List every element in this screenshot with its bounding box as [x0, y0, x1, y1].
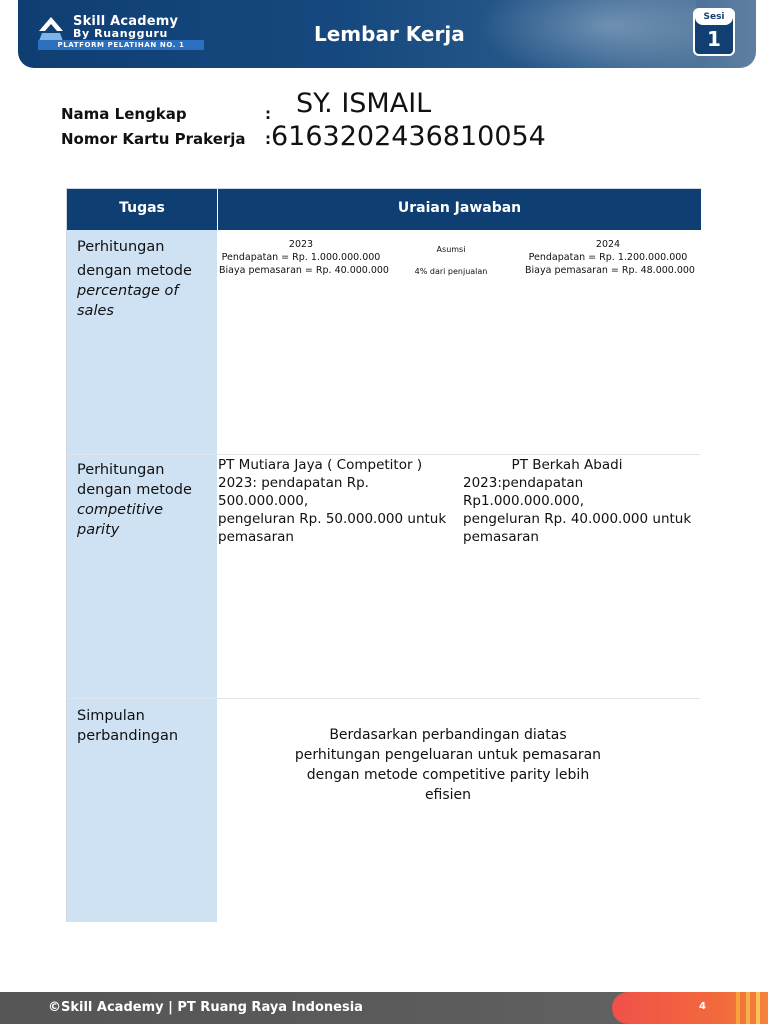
page-number: 4 — [699, 1001, 706, 1012]
row-divider — [67, 454, 700, 455]
task-column — [67, 230, 217, 922]
conclusion-line: dengan metode competitive parity lebih — [306, 767, 590, 783]
company-revenue: 2023:pendapatan Rp1.000.000.000, — [463, 475, 585, 509]
revenue-2024: Pendapatan = Rp. 1.200.000.000 — [528, 252, 688, 263]
competitor-name: PT Mutiara Jaya ( Competitor ) — [218, 457, 423, 473]
skill-academy-logo — [38, 14, 208, 54]
footer-copyright: ©Skill Academy | PT Ruang Raya Indonesia — [48, 1000, 363, 1015]
logo-title: Skill Academy — [73, 14, 179, 29]
worksheet-table — [66, 188, 701, 922]
session-label: Sesi — [695, 10, 733, 25]
task-method: parity — [77, 522, 120, 538]
row-divider — [67, 698, 700, 699]
task-text: Simpulan — [77, 708, 145, 724]
company-expense: pengeluran Rp. 40.000.000 untuk — [463, 511, 692, 527]
task-text: perbandingan — [77, 728, 179, 744]
task-text: Perhitungan — [77, 462, 165, 478]
answer-column — [217, 230, 701, 922]
card-number-label: Nomor Kartu Prakerja — [61, 130, 246, 148]
decorative-stripe — [736, 992, 740, 1024]
card-number-colon: : — [265, 130, 271, 148]
company-answer — [463, 456, 699, 546]
task-text: dengan metode — [77, 482, 192, 498]
task-conclusion — [77, 706, 178, 746]
revenue-2023: Pendapatan = Rp. 1.000.000.000 — [221, 252, 381, 263]
task-text: Perhitungan — [77, 239, 165, 255]
assumption-label: Asumsi — [436, 245, 466, 254]
banner-background-image — [476, 0, 696, 68]
assumption-value: 4% dari penjualan — [414, 267, 488, 276]
year-2024: 2024 — [595, 239, 621, 250]
marketing-cost-2023: Biaya pemasaran = Rp. 40.000.000 — [219, 265, 389, 276]
task-competitive-parity — [77, 460, 192, 540]
header-tugas: Tugas — [67, 189, 217, 230]
answer-2024 — [525, 238, 695, 277]
page-title: Lembar Kerja — [314, 22, 465, 46]
conclusion-line: efisien — [424, 787, 472, 803]
session-badge — [693, 8, 735, 56]
answer-2023 — [219, 238, 389, 277]
card-number-value: 6163202436810054 — [271, 121, 546, 152]
conclusion-line: perhitungan pengeluaran untuk pemasaran — [294, 747, 602, 763]
conclusion-line: Berdasarkan perbandingan diatas — [329, 727, 567, 743]
marketing-cost-2024: Biaya pemasaran = Rp. 48.000.000 — [525, 265, 695, 276]
page-number-tab — [612, 992, 768, 1024]
competitor-expense-note: pemasaran — [218, 529, 294, 545]
header-uraian-jawaban: Uraian Jawaban — [217, 189, 701, 230]
name-value: SY. ISMAIL — [296, 88, 432, 119]
competitor-revenue: 2023: pendapatan Rp. 500.000.000, — [218, 475, 369, 509]
conclusion-text — [288, 725, 608, 805]
company-expense-note: pemasaran — [463, 529, 539, 545]
year-2023: 2023 — [288, 239, 314, 250]
footer-bar — [0, 992, 768, 1024]
competitor-expense: pengeluran Rp. 50.000.000 untuk — [218, 511, 447, 527]
name-label: Nama Lengkap — [61, 105, 187, 123]
company-name: PT Berkah Abadi — [511, 457, 623, 473]
task-method: competitive — [77, 502, 164, 518]
task-text: dengan metode — [77, 263, 192, 279]
task-method: percentage of — [77, 283, 179, 299]
session-number: 1 — [707, 27, 721, 51]
task-method: sales — [77, 303, 114, 319]
name-colon: : — [265, 105, 271, 123]
competitor-answer — [218, 456, 458, 546]
header-banner — [18, 0, 756, 68]
decorative-stripe — [756, 992, 760, 1024]
decorative-stripe — [746, 992, 750, 1024]
task-percentage-of-sales — [77, 237, 192, 321]
logo-subtitle: By Ruangguru — [73, 27, 168, 40]
logo-tagline: PLATFORM PELATIHAN NO. 1 — [38, 40, 204, 50]
